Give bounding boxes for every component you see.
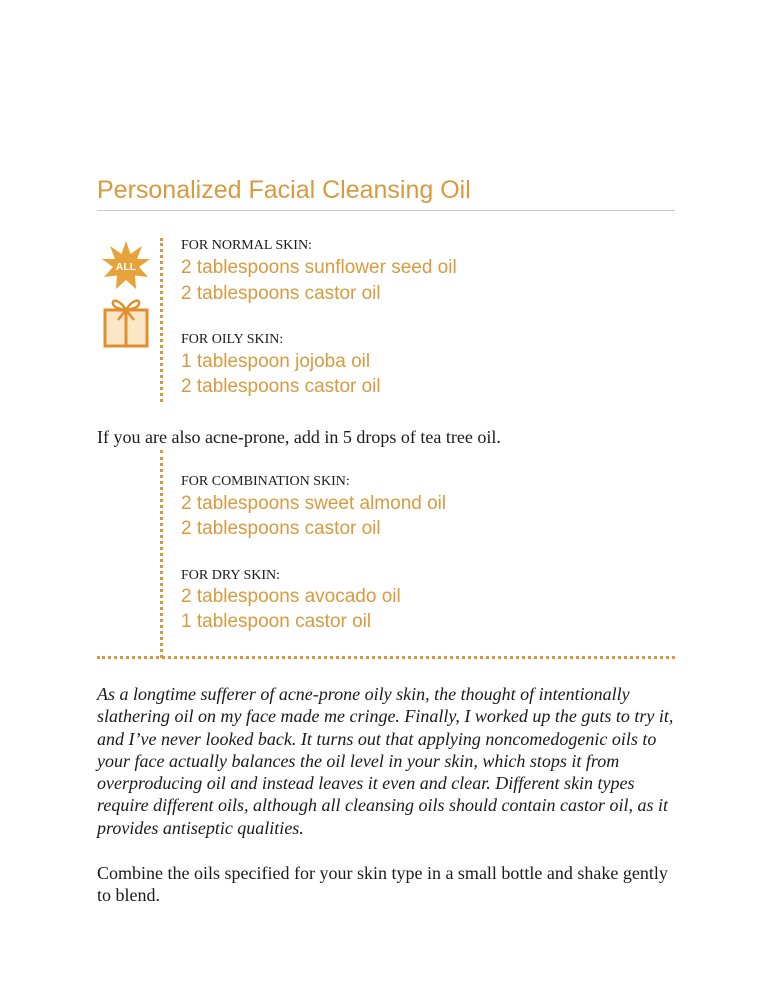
ingredient-dry-2: 1 tablespoon castor oil xyxy=(181,611,372,632)
gift-box-icon xyxy=(103,294,149,348)
vertical-dotted-line-bottom xyxy=(160,450,163,658)
skin-type-label-normal: FOR NORMAL SKIN: xyxy=(181,238,312,253)
ingredient-oily-1: 1 tablespoon jojoba oil xyxy=(181,351,371,372)
ingredient-combination-2: 2 tablespoons castor oil xyxy=(181,518,381,539)
title-divider xyxy=(97,210,675,211)
ingredient-oily-2: 2 tablespoons castor oil xyxy=(181,376,381,397)
acne-note: If you are also acne-prone, add in 5 drops of tea tree oil. xyxy=(97,427,501,447)
ingredient-dry-1: 2 tablespoons avocado oil xyxy=(181,586,401,607)
ingredient-normal-2: 2 tablespoons castor oil xyxy=(181,283,381,304)
skin-type-label-combination: FOR COMBINATION SKIN: xyxy=(181,474,350,489)
starburst-label: ALL xyxy=(115,261,137,273)
skin-type-label-oily: FOR OILY SKIN: xyxy=(181,332,284,347)
directions-paragraph: Combine the oils specified for your skin type in a small bottle and shake gently to blend. xyxy=(97,863,668,906)
vertical-dotted-line-top xyxy=(160,238,163,402)
recipe-title: Personalized Facial Cleansing Oil xyxy=(97,176,471,204)
ingredient-normal-1: 2 tablespoons sunflower seed oil xyxy=(181,257,457,278)
skin-type-label-dry: FOR DRY SKIN: xyxy=(181,568,281,583)
horizontal-dotted-line xyxy=(97,656,675,659)
ingredient-combination-1: 2 tablespoons sweet almond oil xyxy=(181,493,447,514)
starburst-icon xyxy=(101,240,151,290)
intro-paragraph: As a longtime sufferer of acne-prone oily skin, the thought of intentionally slathering oil on my face made me cringe. Finally, I worked up the guts to try it, and I’ve never looked back. It turns out that applying noncomedogenic oils to your face actually balances the oil level in your skin, which stops it from overproducing oil and instead leaves it even and clear. Different skin types require different oils, although all cleansing oils should contain castor oil, as it provides antiseptic qualities. xyxy=(97,684,674,838)
